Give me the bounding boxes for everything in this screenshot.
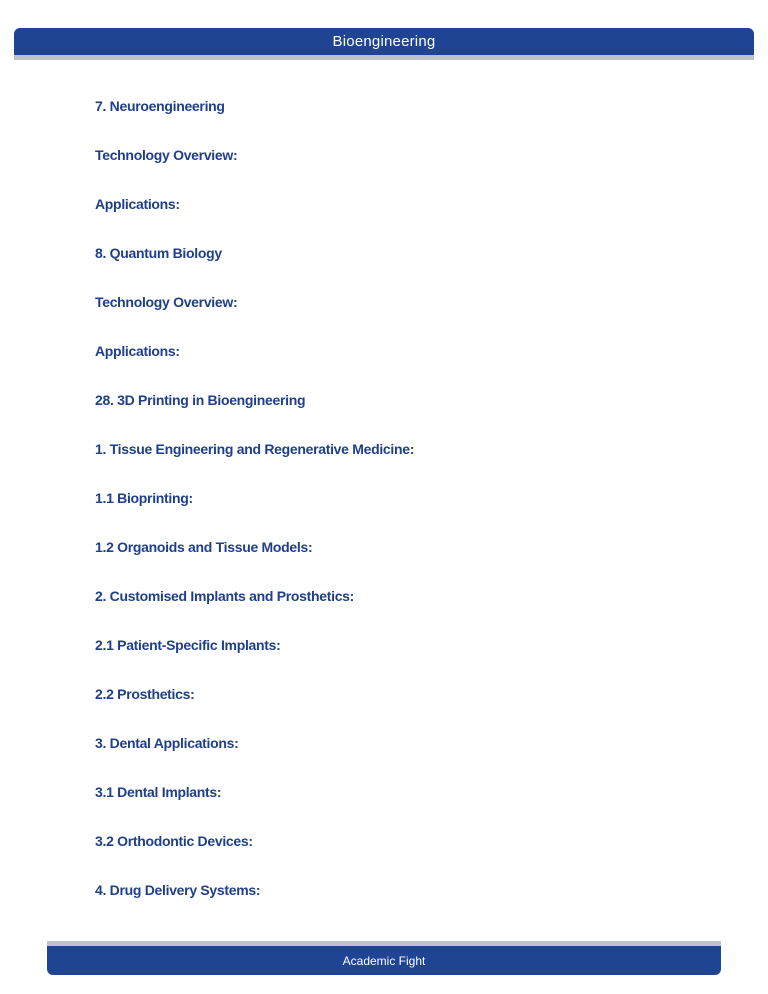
toc-item[interactable]: 2. Customised Implants and Prosthetics:	[95, 588, 355, 604]
toc-item[interactable]: 1. Tissue Engineering and Regenerative Medicine:	[95, 441, 415, 457]
toc-item[interactable]: 2.1 Patient-Specific Implants:	[95, 637, 281, 653]
toc-item[interactable]: 3.1 Dental Implants:	[95, 784, 222, 800]
toc-item[interactable]: Technology Overview:	[95, 294, 238, 310]
page-footer	[47, 946, 721, 975]
header-title: Bioengineering	[332, 33, 436, 50]
header-divider	[14, 55, 754, 60]
toc-item[interactable]: 7. Neuroengineering	[95, 98, 225, 114]
toc-item[interactable]: 8. Quantum Biology	[95, 245, 222, 261]
footer-text: Academic Fight	[342, 953, 426, 968]
toc-item[interactable]: 28. 3D Printing in Bioengineering	[95, 392, 306, 408]
toc-item[interactable]: 2.2 Prosthetics:	[95, 686, 195, 702]
toc-item[interactable]: 1.2 Organoids and Tissue Models:	[95, 539, 313, 555]
toc-item[interactable]: Technology Overview:	[95, 147, 238, 163]
toc-item[interactable]: 3.2 Orthodontic Devices:	[95, 833, 253, 849]
page-header	[14, 28, 754, 55]
toc-item[interactable]: 4. Drug Delivery Systems:	[95, 882, 261, 898]
toc-item[interactable]: 1.1 Bioprinting:	[95, 490, 193, 506]
toc-item[interactable]: Applications:	[95, 343, 180, 359]
toc-item[interactable]: Applications:	[95, 196, 180, 212]
toc-item[interactable]: 3. Dental Applications:	[95, 735, 239, 751]
table-of-contents	[95, 92, 695, 925]
